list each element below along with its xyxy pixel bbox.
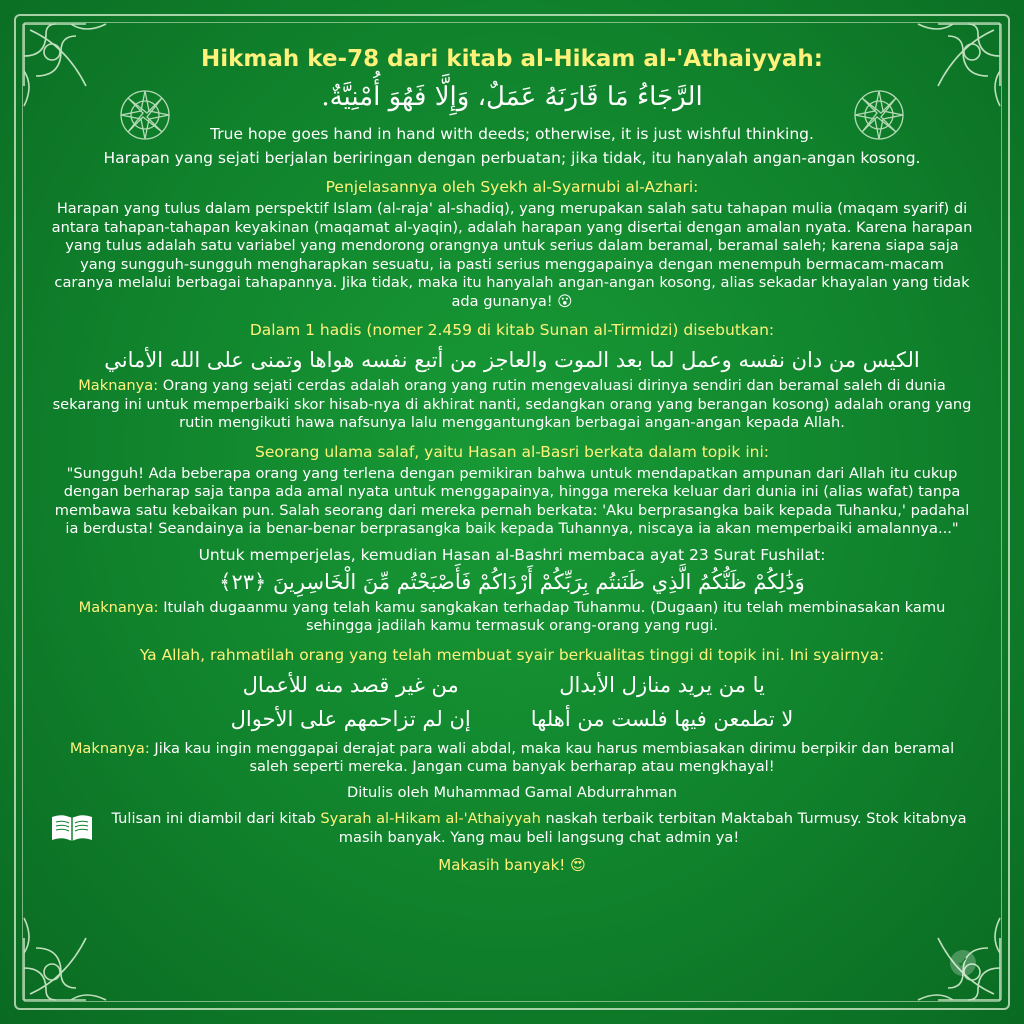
translation-english: True hope goes hand in hand with deeds; otherwise, it is just wishful thinking. — [210, 125, 814, 143]
meaning-label: Maknanya: — [69, 739, 150, 757]
ayah-meaning-text: Itulah dugaanmu yang telah kamu sangkakan terhadap Tuhanmu. (Dugaan) itu telah membinasakan kamu sehingga jadilah kamu termasuk orang-orang yang rugi. — [158, 598, 946, 634]
poem-verse: لا تطمعن فيها فلست من أهلها — [530, 706, 794, 731]
hadith-arabic: الكيس من دان نفسه وعمل لما بعد الموت والعاجز من أتبع نفسه هواها وتمنى على الله الأماني — [104, 348, 920, 372]
watermark-logo-icon: ✓ — [950, 950, 976, 976]
open-book-icon — [50, 813, 94, 843]
hikmah-arabic: الرَّجَاءُ مَا قَارَنَهُ عَمَلٌ، وَإِلَّا فَهُوَ أُمْنِيَّةٌ. — [321, 82, 703, 112]
footer-prefix: Tulisan ini diambil dari kitab — [111, 809, 321, 827]
page-title: Hikmah ke-78 dari kitab al-Hikam al-'Athaiyyah: — [200, 46, 824, 72]
poem-meaning — [50, 740, 974, 777]
poem-heading: Ya Allah, rahmatilah orang yang telah membuat syair berkualitas tinggi di topik ini. Ini syairnya: — [139, 645, 885, 664]
surprised-emoji-icon: 😮 — [557, 292, 573, 310]
poem-meaning-text: Jika kau ingin menggapai derajat para wali abdal, maka kau harus membiasakan dirimu berpikir dan beramal saleh seperti mereka. Jangan cuma banyak berharap atau mengkhayal! — [149, 739, 955, 775]
poem-verse: إن لم تزاحمهم على الأحوال — [230, 706, 471, 731]
thanks-text: Makasih banyak! — [438, 855, 566, 874]
corner-ornament-icon — [16, 898, 126, 1008]
book-title: Syarah al-Hikam al-'Athaiyyah — [320, 809, 541, 827]
salaf-heading: Seorang ulama salaf, yaitu Hasan al-Basri berkata dalam topik ini: — [255, 442, 769, 461]
explanation-body — [50, 200, 974, 311]
ayah-arabic: وَذَٰلِكُمْ ظَنُّكُمُ الَّذِي ظَنَنتُم بِرَبِّكُمْ أَرْدَاكُمْ فَأَصْبَحْتُم مِّنَ الْخَاسِرِينَ ﴿٢٣﴾ — [219, 569, 805, 594]
salaf-quote: "Sungguh! Ada beberapa orang yang terlena dengan pemikiran bahwa untuk mendapatkan ampunan dari Allah itu cukup dengan berharap saja tanpa ada amal nyata untuk menggapainya, hingga mereka keluar dari dunia ini (alias wafat) tanpa membawa satu kebaikan pun. Salah seorang dari mereka pernah berkata: 'Aku berprasangka baik kepada Tuhanku,' padahal ia berdusta! Seandainya ia benar-benar berprasangka baik kepada Tuhannya, niscaya ia akan memperbaiki amalannya..." — [54, 464, 970, 537]
explanation-text: Harapan yang tulus dalam perspektif Islam (al-raja' al-shadiq), yang merupakan salah satu tahapan mulia (maqam syarif) di antara tahapan-tahapan keyakinan (maqamat al-yaqin), adalah harapan yang disertai dengan amalan nyata. Karena harapan yang tulus adalah satu variabel yang mendorong orangnya untuk serius dalam beramal, beramal saleh; karena siapa saja yang sungguh-sungguh mengharapkan sesuatu, ia pasti serius menggapainya dengan menempuh bermacam-macam caranya melalui berbagai tahapannya. Jika tidak, maka itu hanyalah angan-angan kosong, alias sekadar khayalan yang tidak ada gunanya! — [51, 200, 973, 310]
meaning-label: Maknanya: — [78, 598, 159, 616]
thanks — [50, 855, 974, 875]
meaning-label: Maknanya: — [78, 377, 159, 394]
poem — [50, 668, 974, 736]
footer-suffix: naskah terbaik terbitan Maktabah Turmusy. Stok kitabnya masih banyak. Yang mau beli langsung chat admin ya! — [338, 809, 967, 846]
explanation-heading: Penjelasannya oleh Syekh al-Syarnubi al-Azhari: — [325, 178, 699, 196]
heart-eyes-emoji-icon: 😍 — [570, 855, 586, 874]
ayah-meaning — [50, 599, 974, 636]
footer-text — [104, 809, 974, 847]
poem-right-column — [531, 668, 794, 736]
translation-indonesian: Harapan yang sejati berjalan beriringan dengan perbuatan; jika tidak, itu hanyalah angan-angan kosong. — [103, 149, 921, 167]
main-content — [50, 44, 974, 875]
author-credit: Ditulis oleh Muhammad Gamal Abdurrahman — [347, 783, 677, 801]
hadith-meaning — [50, 377, 974, 433]
poem-left-column — [231, 668, 471, 736]
poem-verse: من غير قصد منه للأعمال — [242, 672, 459, 697]
poem-verse: يا من يريد منازل الأبدال — [559, 672, 765, 697]
footer — [50, 809, 974, 847]
hadith-heading: Dalam 1 hadis (nomer 2.459 di kitab Sunan al-Tirmidzi) disebutkan: — [249, 321, 775, 339]
hadith-meaning-text: Orang yang sejati cerdas adalah orang yang rutin mengevaluasi dirinya sendiri dan beramal saleh di dunia sekarang ini untuk memperbaiki skor hisab-nya di akhirat nanti, sedangkan orang yang berangan kosong) adalah orang yang rutin mengikuti hawa nafsunya lalu menggantungkan berbagai angan-angan kepada Allah. — [52, 377, 972, 431]
salaf-followup: Untuk memperjelas, kemudian Hasan al-Bashri membaca ayat 23 Surat Fushilat: — [198, 545, 826, 564]
